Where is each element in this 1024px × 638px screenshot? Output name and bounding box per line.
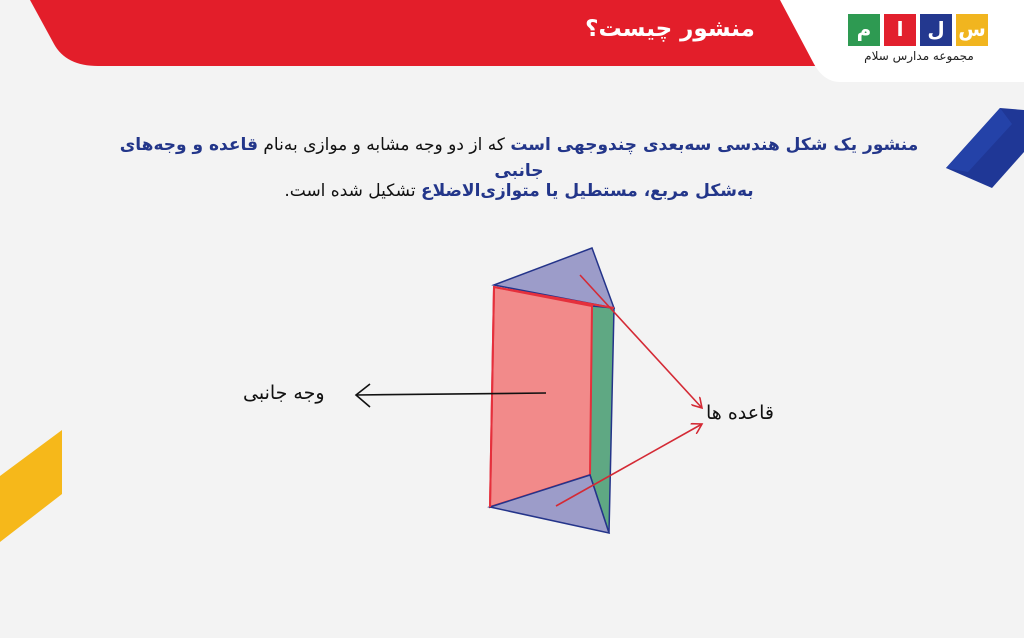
- intro-highlight-faces: قاعده و وجه‌های جانبی: [119, 135, 544, 181]
- intro-text-1: که از دو وجه مشابه و موازی به‌نام: [258, 135, 511, 155]
- intro-highlight-definition: منشور یک شکل هندسی سه‌بعدی چندوجهی است: [510, 135, 919, 155]
- page-title: منشور چیست؟: [585, 16, 755, 42]
- logo-letter-mim: م: [848, 14, 880, 46]
- logo-letter-lam: ل: [920, 14, 952, 46]
- side-face-label: وجه جانبی: [243, 382, 325, 404]
- bases-label: قاعده ها: [706, 402, 774, 424]
- intro-text-2: تشکیل شده است.: [284, 181, 421, 201]
- logo-caption: مجموعه مدارس سلام: [864, 49, 974, 63]
- intro-highlight-shapes: به‌شکل مربع، مستطیل یا متوازی‌الاضلاع: [420, 181, 754, 201]
- logo-letter-alef: ا: [884, 14, 916, 46]
- prism-front-face: [490, 287, 592, 507]
- logo-letter-sin: س: [956, 14, 988, 46]
